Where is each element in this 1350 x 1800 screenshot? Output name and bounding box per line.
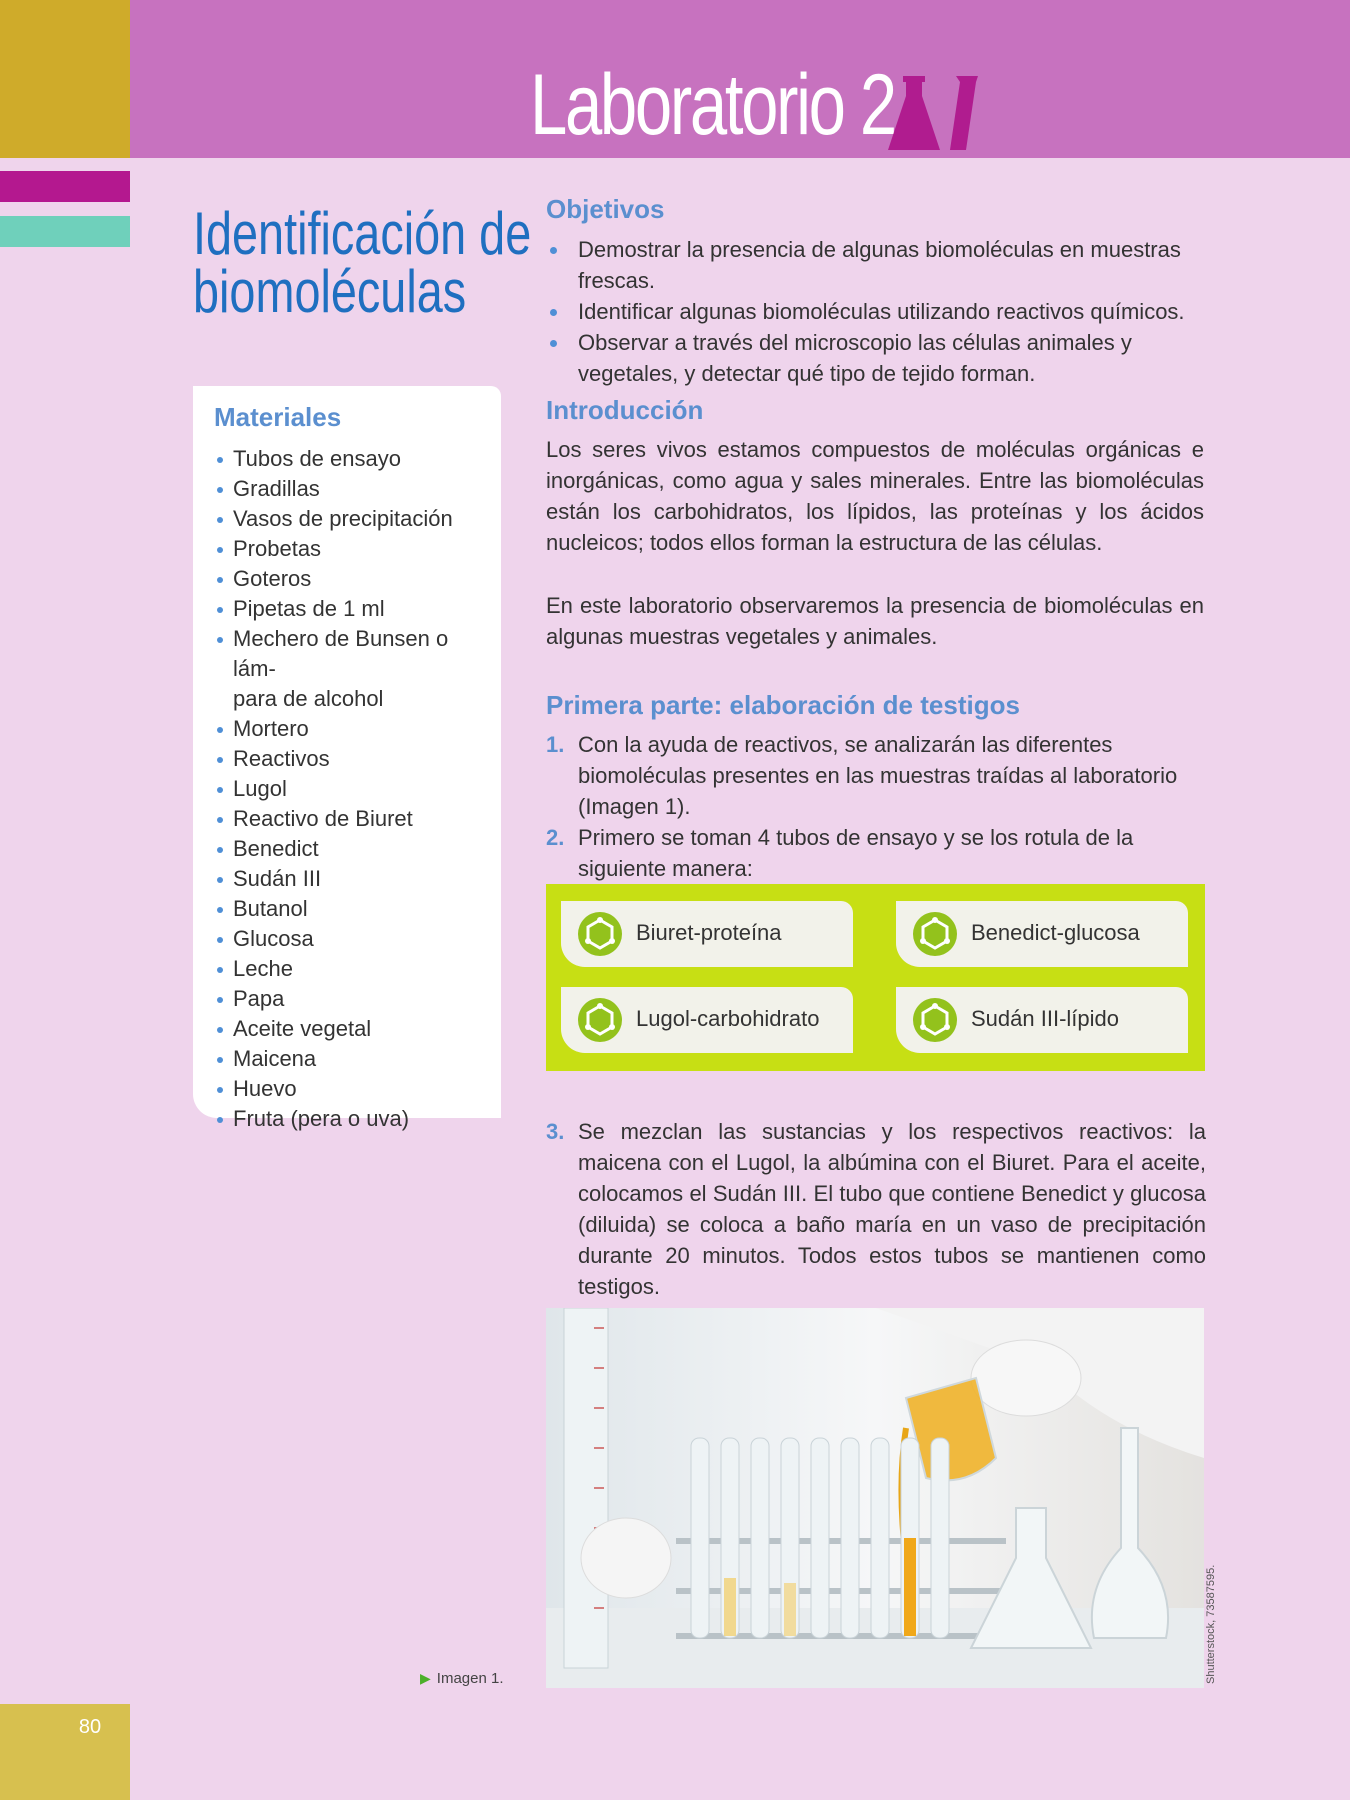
list-item: Vasos de precipitación <box>213 504 493 534</box>
list-item-continuation: para de alcohol <box>233 686 384 711</box>
photo-credit: Shutterstock, 73587595. <box>1205 1564 1217 1684</box>
introduction-title: Introducción <box>546 395 704 425</box>
flask-icon <box>886 72 996 156</box>
caption-arrow-icon: ▶ <box>420 1670 431 1686</box>
list-item: Butanol <box>213 894 493 924</box>
gold-corner <box>0 0 130 158</box>
list-item: Mechero de Bunsen o lám- <box>213 624 493 684</box>
list-item: Benedict <box>213 834 493 864</box>
page-number: 80 <box>78 1716 102 1738</box>
list-item: Tubos de ensayo <box>213 444 493 474</box>
introduction-paragraph-2: En este laboratorio observaremos la presencia de biomoléculas en algunas muestras vegetales y animales. <box>546 593 1204 649</box>
magenta-bar <box>0 171 130 202</box>
list-item: Sudán III <box>213 864 493 894</box>
list-item: Mortero <box>213 714 493 744</box>
label-card <box>896 987 1188 1053</box>
list-item: Papa <box>213 984 493 1014</box>
label-text: Lugol-carbohidrato <box>636 1006 820 1031</box>
caption-text: Imagen 1. <box>436 1670 504 1687</box>
part1-title: Primera parte: elaboración de testigos <box>546 690 1020 720</box>
list-item: Huevo <box>213 1074 493 1104</box>
main-title-line-1: Identificación de <box>193 200 532 267</box>
list-item: Glucosa <box>213 924 493 954</box>
list-item: Demostrar la presencia de algunas biomoléculas en muestras frescas. <box>546 234 1206 296</box>
main-title <box>193 200 532 325</box>
step-item <box>546 1116 1206 1302</box>
label-card <box>561 987 853 1053</box>
materials-title: Materiales <box>214 402 342 432</box>
photo-caption <box>420 1670 504 1687</box>
molecule-icon <box>577 997 623 1043</box>
step-number: 1. <box>546 732 565 757</box>
step-text: Con la ayuda de reactivos, se analizarán las diferentes biomoléculas presentes en las muestras traídas al laboratorio (Imagen 1). <box>578 732 1178 819</box>
list-item: Identificar algunas biomoléculas utilizando reactivos químicos. <box>546 296 1206 327</box>
list-item: Aceite vegetal <box>213 1014 493 1044</box>
step-text: Primero se toman 4 tubos de ensayo y se los rotula de la siguiente manera: <box>578 825 1134 881</box>
objectives-title: Objetivos <box>546 194 665 224</box>
steps-list-continued <box>546 1116 1206 1302</box>
teal-bar <box>0 216 130 247</box>
list-item: Probetas <box>213 534 493 564</box>
step-text: Se mezclan las sustancias y los respectivos reactivos: la maicena con el Lugol, la albúmina con el Biuret. Para el aceite, colocamos el Sudán III. El tubo que contiene Benedict y glucosa (diluida) se coloca a baño maría en un vaso de precipitación durante 20 minutos. Todos estos tubos se mantienen como testigos. <box>578 1119 1206 1299</box>
label-card <box>896 901 1188 967</box>
step-number: 2. <box>546 825 565 850</box>
objectives-list <box>546 234 1206 389</box>
step-item <box>546 729 1206 822</box>
molecule-icon <box>577 911 623 957</box>
main-title-line-2: biomoléculas <box>193 258 467 325</box>
list-item: Fruta (pera o uva) <box>213 1104 493 1134</box>
label-text: Benedict-glucosa <box>971 920 1140 945</box>
list-item: Pipetas de 1 ml <box>213 594 493 624</box>
list-item: Leche <box>213 954 493 984</box>
introduction-paragraph-1: Los seres vivos estamos compuestos de moléculas orgánicas e inorgánicas, como agua y sales minerales. Entre las biomoléculas están los carbohidratos, los lípidos, las proteínas y los ácidos nucleicos; todos ellos forman la estructura de las células. <box>546 437 1204 555</box>
list-item: Observar a través del microscopio las células animales y vegetales, y detectar qué tipo de tejido forman. <box>546 327 1206 389</box>
list-item: Lugol <box>213 774 493 804</box>
list-item: Goteros <box>213 564 493 594</box>
label-card <box>561 901 853 967</box>
list-item: Gradillas <box>213 474 493 504</box>
label-text: Sudán III-lípido <box>971 1006 1119 1031</box>
steps-list <box>546 729 1206 884</box>
step-item <box>546 822 1206 884</box>
label-text: Biuret-proteína <box>636 920 782 945</box>
list-item: Reactivos <box>213 744 493 774</box>
molecule-icon <box>912 997 958 1043</box>
lab-photo <box>546 1308 1204 1688</box>
molecule-icon <box>912 911 958 957</box>
list-item: Reactivo de Biuret <box>213 804 493 834</box>
step-number: 3. <box>546 1119 565 1144</box>
labels-box <box>546 884 1205 1071</box>
lab-title: Laboratorio 2 <box>530 57 895 153</box>
materials-list <box>213 444 493 1134</box>
list-item: Maicena <box>213 1044 493 1074</box>
